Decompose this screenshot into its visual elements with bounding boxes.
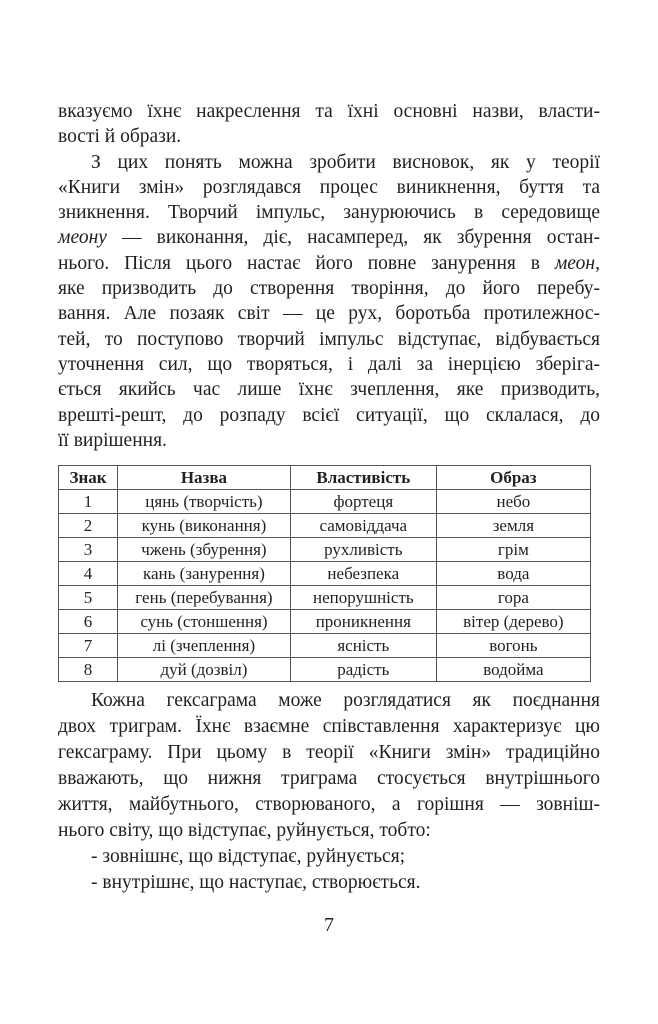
table-cell: 8 bbox=[59, 658, 118, 682]
paragraph-2 bbox=[58, 688, 600, 896]
table-cell: земля bbox=[436, 514, 590, 538]
table-cell: цянь (творчість) bbox=[118, 490, 291, 514]
table-cell: водойма bbox=[436, 658, 590, 682]
text-line bbox=[58, 688, 600, 714]
table-cell: 1 bbox=[59, 490, 118, 514]
table-cell: вода bbox=[436, 562, 590, 586]
text-line bbox=[58, 150, 600, 175]
text-segment: - внутрішнє, що наступає, створюється. bbox=[91, 872, 421, 893]
table-cell: проникнення bbox=[290, 610, 436, 634]
table-cell: лі (зчеплення) bbox=[118, 634, 291, 658]
text-line bbox=[58, 175, 600, 200]
text-segment: - зовнішнє, що відступає, руйнується; bbox=[91, 846, 406, 867]
table-row bbox=[59, 634, 591, 658]
table-cell: гора bbox=[436, 586, 590, 610]
table-cell: гень (перебування) bbox=[118, 586, 291, 610]
text-line bbox=[58, 124, 600, 149]
table-row bbox=[59, 538, 591, 562]
italic-term: меону bbox=[58, 227, 107, 249]
text-segment: вання. Але позаяк світ — це рух, боротьба протилежнос- bbox=[58, 303, 600, 325]
text-line bbox=[58, 301, 600, 326]
italic-term: меон bbox=[554, 252, 596, 274]
table-cell: рухливість bbox=[290, 538, 436, 562]
text-line bbox=[58, 99, 600, 124]
text-line bbox=[58, 740, 600, 766]
text-segment: «Книги змін» розглядався процес виникнення, буття та bbox=[58, 176, 600, 198]
text-segment: , bbox=[595, 252, 600, 274]
table-cell: ясність bbox=[290, 634, 436, 658]
text-line bbox=[58, 276, 600, 301]
text-line bbox=[58, 251, 600, 276]
text-segment: Кожна гексаграма може розглядатися як поєднання bbox=[91, 690, 600, 711]
text-line bbox=[58, 403, 600, 428]
table-cell: 5 bbox=[59, 586, 118, 610]
table-cell: грім bbox=[436, 538, 590, 562]
page-number: 7 bbox=[324, 914, 334, 936]
text-segment: яке призводить до створення творіння, до його перебу- bbox=[58, 278, 600, 300]
table-row bbox=[59, 586, 591, 610]
text-segment: вості й образи. bbox=[58, 126, 182, 148]
table-row bbox=[59, 658, 591, 682]
text-segment: тей, то поступово творчий імпульс відступає, відбувається bbox=[58, 328, 600, 350]
text-segment: вважають, що нижня триграма стосується внутрішнього bbox=[58, 768, 600, 789]
text-segment: нього. Після цього настає його повне занурення в bbox=[58, 252, 555, 274]
text-line bbox=[58, 377, 600, 402]
text-line bbox=[58, 428, 600, 453]
paragraph-1 bbox=[58, 99, 600, 453]
column-header: Назва bbox=[118, 466, 291, 490]
column-header: Знак bbox=[59, 466, 118, 490]
table-cell: 2 bbox=[59, 514, 118, 538]
text-line bbox=[58, 225, 600, 250]
text-line bbox=[58, 792, 600, 818]
text-segment: — виконання, діє, насамперед, як збурення остан- bbox=[106, 227, 600, 249]
table-cell: 3 bbox=[59, 538, 118, 562]
text-line bbox=[58, 844, 600, 870]
text-line bbox=[58, 352, 600, 377]
table-cell: чжень (збурення) bbox=[118, 538, 291, 562]
table-cell: кунь (виконання) bbox=[118, 514, 291, 538]
text-segment: зникнення. Творчий імпульс, занурюючись в середовище bbox=[58, 202, 600, 224]
text-segment: уточнення сил, що творяться, і далі за інерцією зберіга- bbox=[58, 353, 600, 375]
table-cell: дуй (дозвіл) bbox=[118, 658, 291, 682]
table-cell: кань (занурення) bbox=[118, 562, 291, 586]
table-row bbox=[59, 514, 591, 538]
table-row bbox=[59, 562, 591, 586]
text-line bbox=[58, 766, 600, 792]
table-cell: непорушність bbox=[290, 586, 436, 610]
text-line bbox=[58, 870, 600, 896]
table-cell: самовіддача bbox=[290, 514, 436, 538]
table-cell: 7 bbox=[59, 634, 118, 658]
text-segment: ється якийсь час лише їхнє зчеплення, яке призводить, bbox=[58, 379, 600, 401]
column-header: Образ bbox=[436, 466, 590, 490]
text-segment: нього світу, що відступає, руйнується, тобто: bbox=[58, 820, 431, 841]
table-cell: фортеця bbox=[290, 490, 436, 514]
text-segment: життя, майбутнього, створюваного, а горішня — зовніш- bbox=[58, 794, 600, 815]
table-row bbox=[59, 490, 591, 514]
table-cell: вітер (дерево) bbox=[436, 610, 590, 634]
table-cell: небезпека bbox=[290, 562, 436, 586]
text-line bbox=[58, 327, 600, 352]
text-segment: вказуємо їхнє накреслення та їхні основні назви, власти- bbox=[58, 101, 600, 122]
table-cell: радість bbox=[290, 658, 436, 682]
text-segment: врешті-решт, до розпаду всієї ситуації, що склалася, до bbox=[58, 404, 600, 426]
text-segment: гексаграму. При цьому в теорії «Книги змін» традиційно bbox=[58, 742, 600, 763]
table-cell: сунь (стоншення) bbox=[118, 610, 291, 634]
text-segment: її вирішення. bbox=[58, 429, 167, 451]
table-cell: 6 bbox=[59, 610, 118, 634]
text-segment: двох триграм. Їхнє взаємне співставлення характеризує цю bbox=[58, 716, 600, 737]
table-cell: небо bbox=[436, 490, 590, 514]
table-row bbox=[59, 610, 591, 634]
table-cell: вогонь bbox=[436, 634, 590, 658]
text-line bbox=[58, 200, 600, 225]
column-header: Властивість bbox=[290, 466, 436, 490]
text-line bbox=[58, 818, 600, 844]
trigram-table bbox=[58, 465, 591, 682]
table-header-row bbox=[59, 466, 591, 490]
text-line bbox=[58, 714, 600, 740]
table-cell: 4 bbox=[59, 562, 118, 586]
text-segment: З цих понять можна зробити висновок, як у теорії bbox=[91, 151, 600, 173]
